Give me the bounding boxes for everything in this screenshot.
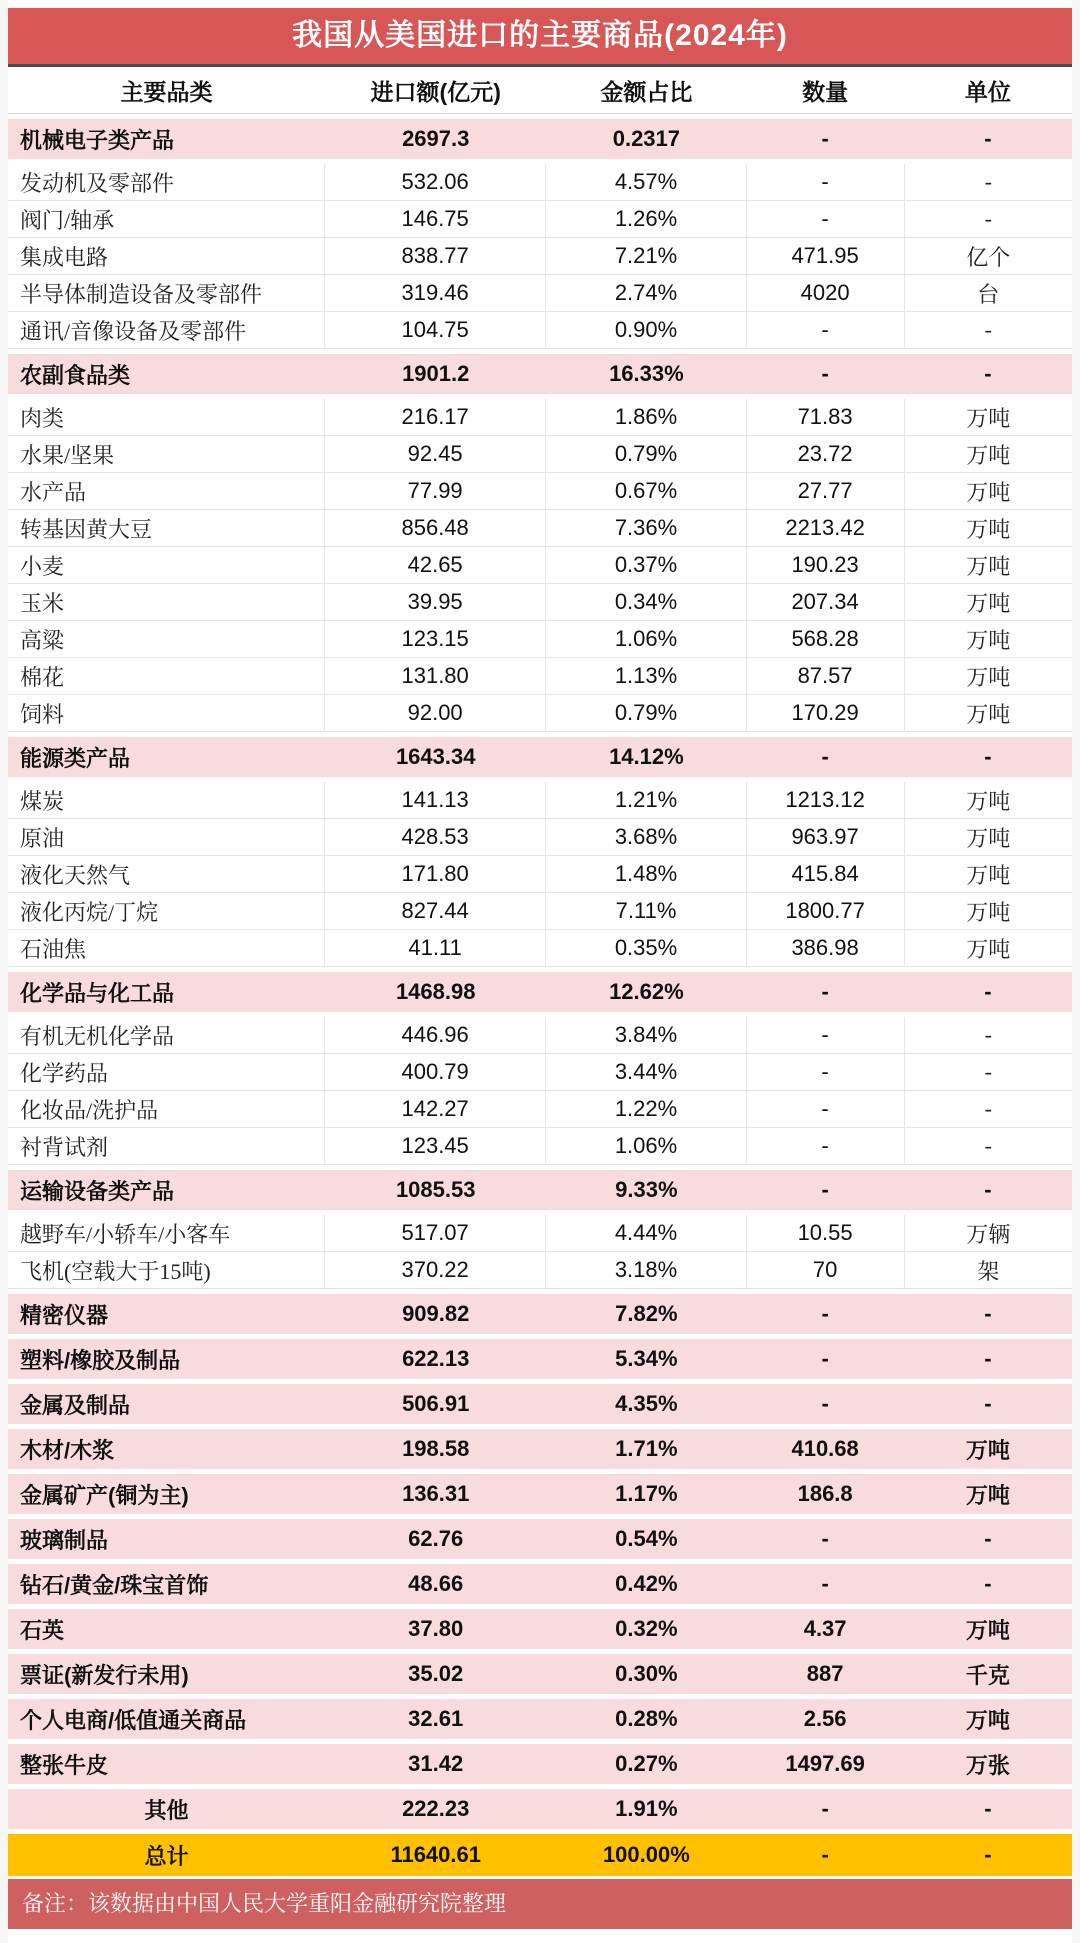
cell-qty: - bbox=[821, 744, 829, 769]
cell-name: 液化天然气 bbox=[20, 862, 131, 888]
cell-value: 141.13 bbox=[324, 782, 545, 818]
cell-qty: - bbox=[821, 1177, 829, 1202]
cell-qty: 1213.12 bbox=[746, 782, 904, 818]
cell-name: 肉类 bbox=[20, 405, 65, 431]
cell-name: 玉米 bbox=[20, 590, 65, 616]
cell-unit: 万吨 bbox=[965, 1707, 1010, 1733]
cell-unit: - bbox=[984, 1177, 992, 1202]
cell-name: 衬背试剂 bbox=[20, 1134, 109, 1160]
cell-name: 水产品 bbox=[20, 479, 87, 505]
cell-name: 化学药品 bbox=[20, 1060, 109, 1086]
cell-unit: 万吨 bbox=[904, 782, 1072, 818]
cell-share: 3.44% bbox=[545, 1054, 745, 1090]
cell-value: 400.79 bbox=[324, 1054, 545, 1090]
cell-qty: - bbox=[821, 1391, 829, 1416]
cell-name: 玻璃制品 bbox=[20, 1527, 109, 1553]
cell-unit: 万吨 bbox=[904, 510, 1072, 546]
cell-name: 整张牛皮 bbox=[20, 1752, 109, 1778]
cell-unit: 万吨 bbox=[904, 399, 1072, 435]
column-header-share: 金额占比 bbox=[600, 78, 693, 105]
cell-share: 0.90% bbox=[545, 312, 745, 348]
cell-value: 319.46 bbox=[324, 275, 545, 311]
cell-qty: - bbox=[821, 1796, 829, 1821]
cell-share: 0.28% bbox=[615, 1706, 678, 1731]
cell-share: 5.34% bbox=[615, 1346, 678, 1371]
cell-value: 142.27 bbox=[324, 1091, 545, 1127]
table-row bbox=[8, 893, 1072, 930]
cell-share: 4.35% bbox=[615, 1391, 678, 1416]
cell-name: 总计 bbox=[144, 1843, 189, 1869]
table-row bbox=[8, 275, 1072, 312]
table-row bbox=[8, 399, 1072, 436]
cell-qty: 186.8 bbox=[797, 1481, 853, 1506]
cell-value: 428.53 bbox=[324, 819, 545, 855]
cell-name: 阀门/轴承 bbox=[20, 207, 115, 233]
cell-value: 171.80 bbox=[324, 856, 545, 892]
cell-qty: - bbox=[746, 1128, 904, 1164]
cell-qty: 207.34 bbox=[746, 584, 904, 620]
cell-qty: 190.23 bbox=[746, 547, 904, 583]
table-row bbox=[8, 1017, 1072, 1054]
cell-share: 3.84% bbox=[545, 1017, 745, 1053]
cell-unit: - bbox=[984, 1391, 992, 1416]
cell-name: 个人电商/低值通关商品 bbox=[20, 1707, 247, 1733]
cell-qty: - bbox=[821, 1526, 829, 1551]
cell-value: 532.06 bbox=[324, 164, 545, 200]
cell-qty: 71.83 bbox=[746, 399, 904, 435]
cell-unit: - bbox=[984, 1571, 992, 1596]
cell-qty: 170.29 bbox=[746, 695, 904, 731]
cell-value: 370.22 bbox=[324, 1252, 545, 1288]
cell-share: 1.21% bbox=[545, 782, 745, 818]
cell-value: 856.48 bbox=[324, 510, 545, 546]
cell-unit: 万吨 bbox=[904, 621, 1072, 657]
cell-share: 0.27% bbox=[615, 1751, 678, 1776]
cell-unit: 万吨 bbox=[904, 584, 1072, 620]
cell-share: 0.32% bbox=[615, 1616, 678, 1641]
cell-unit: - bbox=[904, 1017, 1072, 1053]
table-row bbox=[8, 1339, 1072, 1379]
cell-share: 1.91% bbox=[615, 1796, 678, 1821]
cell-name: 飞机(空载大于15吨) bbox=[20, 1258, 211, 1284]
cell-share: 0.67% bbox=[545, 473, 745, 509]
table-row bbox=[8, 695, 1072, 732]
table-row bbox=[8, 1054, 1072, 1091]
cell-qty: 4.37 bbox=[803, 1616, 847, 1641]
cell-value: 1643.34 bbox=[395, 744, 476, 769]
cell-unit: - bbox=[984, 1526, 992, 1551]
cell-qty: - bbox=[821, 361, 829, 386]
table-row bbox=[8, 737, 1072, 777]
cell-name: 棉花 bbox=[20, 664, 65, 690]
cell-share: 0.35% bbox=[545, 930, 745, 966]
column-header-unit: 单位 bbox=[964, 78, 1011, 105]
table-row bbox=[8, 1128, 1072, 1165]
cell-unit: - bbox=[984, 1796, 992, 1821]
table-row bbox=[8, 510, 1072, 547]
cell-unit: 万吨 bbox=[965, 1482, 1010, 1508]
cell-value: 222.23 bbox=[402, 1796, 470, 1821]
cell-unit: 万吨 bbox=[904, 819, 1072, 855]
table-row bbox=[8, 238, 1072, 275]
cell-name: 饲料 bbox=[20, 701, 65, 727]
table-row bbox=[8, 1609, 1072, 1649]
import-table-page bbox=[8, 0, 1072, 1943]
cell-value: 827.44 bbox=[324, 893, 545, 929]
cell-name: 原油 bbox=[20, 825, 65, 851]
cell-unit: 万张 bbox=[965, 1752, 1010, 1778]
cell-unit: - bbox=[984, 126, 992, 151]
table-row bbox=[8, 312, 1072, 349]
table-row bbox=[8, 1294, 1072, 1334]
table-row bbox=[8, 201, 1072, 238]
cell-name: 液化丙烷/丁烷 bbox=[20, 899, 159, 925]
cell-value: 35.02 bbox=[408, 1661, 464, 1686]
table-body bbox=[8, 119, 1072, 1876]
cell-value: 92.00 bbox=[324, 695, 545, 731]
cell-share: 4.57% bbox=[545, 164, 745, 200]
cell-qty: 887 bbox=[806, 1661, 844, 1686]
cell-qty: 70 bbox=[746, 1252, 904, 1288]
cell-qty: 386.98 bbox=[746, 930, 904, 966]
cell-qty: - bbox=[821, 1301, 829, 1326]
cell-value: 123.45 bbox=[324, 1128, 545, 1164]
cell-qty: - bbox=[821, 1571, 829, 1596]
cell-name: 石油焦 bbox=[20, 936, 87, 962]
cell-qty: - bbox=[821, 979, 829, 1004]
cell-value: 2697.3 bbox=[402, 126, 470, 151]
table-row bbox=[8, 1474, 1072, 1514]
cell-share: 0.2317 bbox=[612, 126, 681, 151]
table-row bbox=[8, 819, 1072, 856]
cell-unit: - bbox=[984, 1842, 992, 1867]
cell-qty: - bbox=[821, 126, 829, 151]
table-row bbox=[8, 1091, 1072, 1128]
cell-qty: 10.55 bbox=[746, 1215, 904, 1251]
cell-value: 92.45 bbox=[324, 436, 545, 472]
cell-qty: 23.72 bbox=[746, 436, 904, 472]
cell-unit: 亿个 bbox=[904, 238, 1072, 274]
cell-unit: 万吨 bbox=[965, 1617, 1010, 1643]
cell-qty: 2.56 bbox=[803, 1706, 847, 1731]
cell-share: 0.34% bbox=[545, 584, 745, 620]
cell-share: 1.26% bbox=[545, 201, 745, 237]
cell-qty: 471.95 bbox=[746, 238, 904, 274]
cell-name: 半导体制造设备及零部件 bbox=[20, 281, 263, 307]
cell-share: 0.42% bbox=[615, 1571, 678, 1596]
cell-share: 0.37% bbox=[545, 547, 745, 583]
cell-share: 1.48% bbox=[545, 856, 745, 892]
cell-unit: 架 bbox=[904, 1252, 1072, 1288]
cell-name: 煤炭 bbox=[20, 788, 65, 814]
footer-note: 备注：该数据由中国人民大学重阳金融研究院整理 bbox=[8, 1879, 1072, 1929]
cell-name: 能源类产品 bbox=[20, 745, 131, 771]
cell-value: 42.65 bbox=[324, 547, 545, 583]
cell-unit: - bbox=[904, 164, 1072, 200]
cell-qty: 1497.69 bbox=[785, 1751, 865, 1776]
cell-share: 1.17% bbox=[615, 1481, 678, 1506]
cell-name: 转基因黄大豆 bbox=[20, 516, 153, 542]
column-header-quantity: 数量 bbox=[802, 78, 849, 105]
cell-value: 446.96 bbox=[324, 1017, 545, 1053]
cell-share: 1.13% bbox=[545, 658, 745, 694]
column-header-category: 主要品类 bbox=[120, 78, 213, 105]
cell-name: 金属及制品 bbox=[20, 1392, 131, 1418]
cell-value: 11640.61 bbox=[390, 1842, 481, 1867]
cell-unit: 万吨 bbox=[965, 1437, 1010, 1463]
column-header-import-value: 进口额(亿元) bbox=[370, 78, 501, 105]
cell-qty: - bbox=[746, 312, 904, 348]
cell-share: 2.74% bbox=[545, 275, 745, 311]
table-row bbox=[8, 1699, 1072, 1739]
cell-name: 水果/坚果 bbox=[20, 442, 115, 468]
cell-value: 37.80 bbox=[408, 1616, 464, 1641]
table-row bbox=[8, 1215, 1072, 1252]
cell-value: 136.31 bbox=[402, 1481, 470, 1506]
table-row bbox=[8, 1252, 1072, 1289]
cell-share: 0.30% bbox=[615, 1661, 678, 1686]
cell-unit: - bbox=[904, 312, 1072, 348]
cell-qty: 87.57 bbox=[746, 658, 904, 694]
cell-qty: - bbox=[746, 164, 904, 200]
cell-name: 有机无机化学品 bbox=[20, 1023, 175, 1049]
cell-unit: 万吨 bbox=[904, 473, 1072, 509]
cell-unit: 万吨 bbox=[904, 856, 1072, 892]
cell-share: 1.22% bbox=[545, 1091, 745, 1127]
cell-value: 838.77 bbox=[324, 238, 545, 274]
cell-value: 216.17 bbox=[324, 399, 545, 435]
table-row bbox=[8, 1789, 1072, 1829]
cell-qty: 2213.42 bbox=[746, 510, 904, 546]
table-header bbox=[8, 64, 1072, 114]
cell-value: 123.15 bbox=[324, 621, 545, 657]
cell-share: 7.82% bbox=[615, 1301, 678, 1326]
cell-unit: 万辆 bbox=[904, 1215, 1072, 1251]
cell-name: 化学品与化工品 bbox=[20, 980, 175, 1006]
cell-name: 票证(新发行未用) bbox=[20, 1662, 189, 1688]
cell-qty: 4020 bbox=[746, 275, 904, 311]
cell-qty: 415.84 bbox=[746, 856, 904, 892]
table-row bbox=[8, 473, 1072, 510]
cell-name: 运输设备类产品 bbox=[20, 1178, 175, 1204]
cell-qty: - bbox=[746, 201, 904, 237]
cell-qty: - bbox=[746, 1091, 904, 1127]
cell-name: 发动机及零部件 bbox=[20, 170, 175, 196]
cell-qty: 568.28 bbox=[746, 621, 904, 657]
table-row bbox=[8, 658, 1072, 695]
cell-share: 1.86% bbox=[545, 399, 745, 435]
cell-share: 16.33% bbox=[609, 361, 684, 386]
cell-name: 机械电子类产品 bbox=[20, 127, 175, 153]
cell-value: 48.66 bbox=[408, 1571, 464, 1596]
table-row bbox=[8, 436, 1072, 473]
cell-unit: - bbox=[984, 1301, 992, 1326]
cell-unit: 万吨 bbox=[904, 658, 1072, 694]
cell-name: 木材/木浆 bbox=[20, 1437, 115, 1463]
cell-share: 12.62% bbox=[609, 979, 684, 1004]
cell-name: 钻石/黄金/珠宝首饰 bbox=[20, 1572, 209, 1598]
cell-share: 3.18% bbox=[545, 1252, 745, 1288]
cell-value: 32.61 bbox=[408, 1706, 464, 1731]
cell-share: 1.71% bbox=[615, 1436, 678, 1461]
cell-share: 100.00% bbox=[602, 1842, 690, 1867]
cell-value: 506.91 bbox=[402, 1391, 470, 1416]
cell-name: 小麦 bbox=[20, 553, 65, 579]
table-row bbox=[8, 782, 1072, 819]
cell-unit: 千克 bbox=[965, 1662, 1010, 1688]
cell-qty: - bbox=[746, 1017, 904, 1053]
cell-unit: 万吨 bbox=[904, 436, 1072, 472]
cell-value: 1085.53 bbox=[395, 1177, 476, 1202]
table-row bbox=[8, 1384, 1072, 1424]
cell-qty: 1800.77 bbox=[746, 893, 904, 929]
cell-share: 0.79% bbox=[545, 695, 745, 731]
cell-share: 0.79% bbox=[545, 436, 745, 472]
cell-value: 517.07 bbox=[324, 1215, 545, 1251]
cell-unit: 万吨 bbox=[904, 695, 1072, 731]
cell-share: 7.11% bbox=[545, 893, 745, 929]
cell-value: 1468.98 bbox=[395, 979, 476, 1004]
table-row bbox=[8, 547, 1072, 584]
cell-unit: - bbox=[904, 1054, 1072, 1090]
cell-name: 塑料/橡胶及制品 bbox=[20, 1347, 181, 1373]
cell-unit: - bbox=[904, 1091, 1072, 1127]
cell-share: 7.21% bbox=[545, 238, 745, 274]
cell-unit: - bbox=[984, 361, 992, 386]
table-row bbox=[8, 621, 1072, 658]
table-row bbox=[8, 1564, 1072, 1604]
page-title: 我国从美国进口的主要商品(2024年) bbox=[8, 8, 1072, 64]
cell-value: 131.80 bbox=[324, 658, 545, 694]
cell-unit: 万吨 bbox=[904, 547, 1072, 583]
cell-share: 0.54% bbox=[615, 1526, 678, 1551]
cell-name: 高粱 bbox=[20, 627, 65, 653]
cell-name: 金属矿产(铜为主) bbox=[20, 1482, 189, 1508]
cell-value: 77.99 bbox=[324, 473, 545, 509]
cell-value: 622.13 bbox=[402, 1346, 470, 1371]
cell-name: 石英 bbox=[20, 1617, 65, 1643]
cell-qty: 27.77 bbox=[746, 473, 904, 509]
table-row bbox=[8, 1654, 1072, 1694]
cell-qty: 410.68 bbox=[791, 1436, 859, 1461]
cell-share: 7.36% bbox=[545, 510, 745, 546]
table-row bbox=[8, 584, 1072, 621]
cell-value: 41.11 bbox=[324, 930, 545, 966]
cell-qty: - bbox=[821, 1842, 829, 1867]
cell-share: 4.44% bbox=[545, 1215, 745, 1251]
table-row bbox=[8, 1170, 1072, 1210]
cell-value: 198.58 bbox=[402, 1436, 470, 1461]
cell-value: 39.95 bbox=[324, 584, 545, 620]
cell-name: 集成电路 bbox=[20, 244, 109, 270]
cell-value: 146.75 bbox=[324, 201, 545, 237]
cell-share: 1.06% bbox=[545, 1128, 745, 1164]
cell-name: 化妆品/洗护品 bbox=[20, 1097, 159, 1123]
cell-unit: 台 bbox=[904, 275, 1072, 311]
cell-name: 其他 bbox=[144, 1797, 189, 1823]
cell-name: 精密仪器 bbox=[20, 1302, 109, 1328]
cell-value: 104.75 bbox=[324, 312, 545, 348]
cell-value: 62.76 bbox=[408, 1526, 464, 1551]
cell-unit: - bbox=[984, 979, 992, 1004]
table-row bbox=[8, 1744, 1072, 1784]
cell-share: 14.12% bbox=[609, 744, 684, 769]
cell-share: 9.33% bbox=[615, 1177, 678, 1202]
cell-name: 通讯/音像设备及零部件 bbox=[20, 318, 247, 344]
table-row bbox=[8, 1519, 1072, 1559]
cell-value: 1901.2 bbox=[402, 361, 470, 386]
cell-value: 31.42 bbox=[408, 1751, 464, 1776]
table-row bbox=[8, 972, 1072, 1012]
cell-unit: - bbox=[984, 744, 992, 769]
table-row bbox=[8, 930, 1072, 967]
cell-unit: - bbox=[984, 1346, 992, 1371]
table-row bbox=[8, 119, 1072, 159]
table-row bbox=[8, 164, 1072, 201]
cell-share: 3.68% bbox=[545, 819, 745, 855]
cell-qty: - bbox=[821, 1346, 829, 1371]
cell-name: 农副食品类 bbox=[20, 362, 131, 388]
cell-name: 越野车/小轿车/小客车 bbox=[20, 1221, 231, 1247]
table-row bbox=[8, 354, 1072, 394]
cell-unit: - bbox=[904, 1128, 1072, 1164]
cell-value: 909.82 bbox=[402, 1301, 470, 1326]
cell-share: 1.06% bbox=[545, 621, 745, 657]
table-row bbox=[8, 856, 1072, 893]
table-row bbox=[8, 1834, 1072, 1876]
cell-unit: 万吨 bbox=[904, 893, 1072, 929]
cell-qty: 963.97 bbox=[746, 819, 904, 855]
cell-unit: - bbox=[904, 201, 1072, 237]
table-row bbox=[8, 1429, 1072, 1469]
cell-unit: 万吨 bbox=[904, 930, 1072, 966]
cell-qty: - bbox=[746, 1054, 904, 1090]
